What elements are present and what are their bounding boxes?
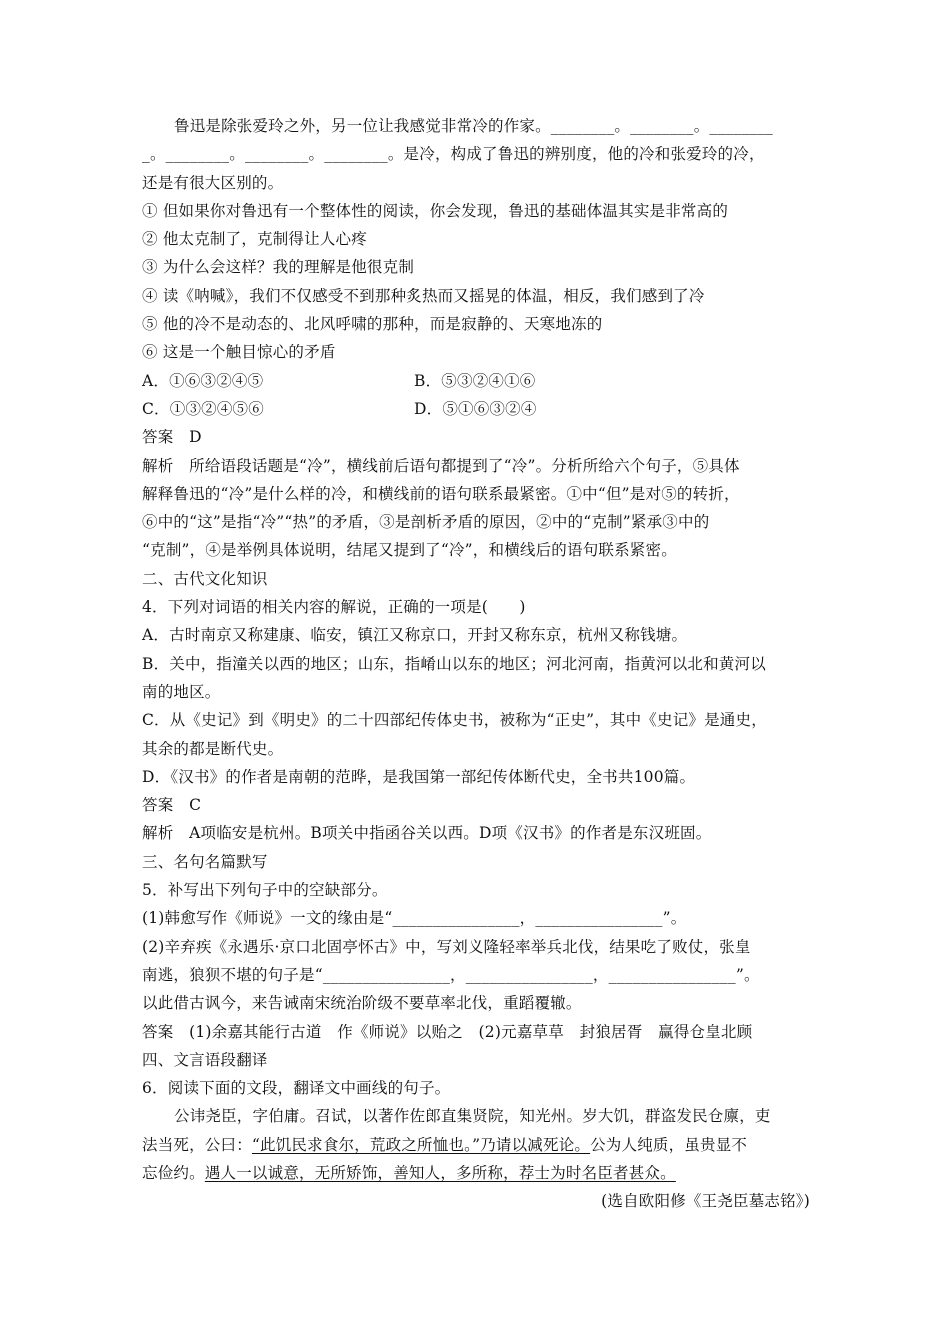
fill-blank-line: (1)韩愈写作《师说》一文的缘由是“________________，________________”。 bbox=[142, 909, 687, 928]
choice-line: B．关中，指潼关以西的地区；山东，指崤山以东的地区；河北河南，指黄河以北和黄河以 bbox=[142, 654, 766, 673]
section-heading: 三、名句名篇默写 bbox=[142, 852, 268, 871]
section-heading: 四、文言语段翻译 bbox=[142, 1050, 268, 1069]
choice-line: C．从《史记》到《明史》的二十四部纪传体史书，被称为“正史”，其中《史记》是通史， bbox=[142, 711, 767, 730]
fill-blank-line: 以此借古讽今，来告诫南宋统治阶级不要草率北伐，重蹈覆辙。 bbox=[142, 994, 582, 1013]
classical-passage-line: 公讳尧臣，字伯庸。召试，以著作佐郎直集贤院，知光州。岁大饥，群盗发民仓廪，吏 bbox=[174, 1107, 771, 1126]
sentence-item: ⑥ 这是一个触目惊心的矛盾 bbox=[142, 343, 336, 362]
option-c: C．①③②④⑤⑥ bbox=[142, 399, 264, 418]
answer-line: 答案 D bbox=[142, 428, 202, 447]
options-row bbox=[142, 395, 812, 423]
analysis-line: 解析 所给语段话题是“冷”，横线前后语句都提到了“冷”。分析所给六个句子，⑤具体 bbox=[142, 456, 740, 475]
underlined-sentence: 遇人一以诚意，无所矫饰，善知人，多所称，荐士为时名臣者甚众。 bbox=[204, 1163, 676, 1182]
classical-passage-line bbox=[142, 1131, 812, 1159]
answer-line: 答案 (1)余嘉其能行古道 作《师说》以贻之 (2)元嘉草草 封狼居胥 赢得仓皇北顾 bbox=[142, 1022, 753, 1041]
choice-line: A．古时南京又称建康、临安，镇江又称京口，开封又称东京，杭州又称钱塘。 bbox=[142, 626, 688, 645]
options-row bbox=[142, 367, 812, 395]
choice-line: D．《汉书》的作者是南朝的范晔，是我国第一部纪传体断代史，全书共100篇。 bbox=[142, 767, 696, 786]
passage-text: 法当死，公曰： bbox=[142, 1135, 252, 1154]
question-stem: 6．阅读下面的文段，翻译文中画线的句子。 bbox=[142, 1079, 451, 1098]
fill-blank-line: (2)辛弃疾《永遇乐·京口北固亭怀古》中，写刘义隆轻率举兵北伐，结果吃了败仗，张皇 bbox=[142, 937, 751, 956]
source-citation: (选自欧阳修《王尧臣墓志铭》) bbox=[601, 1192, 810, 1211]
sentence-item: ④ 读《呐喊》，我们不仅感受不到那种炙热而又摇晃的体温，相反，我们感到了冷 bbox=[142, 286, 705, 305]
classical-passage-line bbox=[142, 1159, 812, 1187]
sentence-item: ⑤ 他的冷不是动态的、北风呼啸的那种，而是寂静的、天寒地冻的 bbox=[142, 315, 603, 334]
analysis-line: “克制”，④是举例具体说明，结尾又提到了“冷”，和横线后的语句联系紧密。 bbox=[142, 541, 677, 560]
sentence-item: ② 他太克制了，克制得让人心疼 bbox=[142, 230, 367, 249]
analysis-line: 解析 A项临安是杭州。B项关中指函谷关以西。D项《汉书》的作者是东汉班固。 bbox=[142, 824, 712, 843]
option-a: A．①⑥③②④⑤ bbox=[142, 371, 264, 390]
section-heading: 二、古代文化知识 bbox=[142, 569, 268, 588]
choice-line: 南的地区。 bbox=[142, 682, 221, 701]
choice-line: 其余的都是断代史。 bbox=[142, 739, 284, 758]
option-d: D．⑤①⑥③②④ bbox=[414, 399, 537, 418]
passage-text: 忘俭约。 bbox=[142, 1163, 205, 1182]
sentence-item: ③ 为什么会这样？我的理解是他很克制 bbox=[142, 258, 415, 277]
analysis-line: ⑥中的“这”是指“冷”“热”的矛盾，③是剖析矛盾的原因，②中的“克制”紧承③中的 bbox=[142, 513, 710, 532]
passage-line: 还是有很大区别的。 bbox=[142, 173, 284, 192]
passage-line: 鲁迅是除张爱玲之外，另一位让我感觉非常冷的作家。________。________。________ bbox=[174, 117, 774, 135]
option-b: B．⑤③②④①⑥ bbox=[414, 371, 536, 390]
sentence-item: ① 但如果你对鲁迅有一个整体性的阅读，你会发现，鲁迅的基础体温其实是非常高的 bbox=[142, 201, 729, 220]
answer-line: 答案 C bbox=[142, 796, 202, 815]
underlined-sentence: “此饥民求食尔，荒政之所恤也。”乃请以减死论。 bbox=[251, 1135, 591, 1154]
fill-blank-line: 南逃，狼狈不堪的句子是“________________，________________，________________”。 bbox=[142, 965, 760, 984]
passage-line: _。________。________。________。是冷，构成了鲁迅的辨别度，他的冷和张爱玲的冷， bbox=[142, 145, 765, 164]
question-stem: 4．下列对词语的相关内容的解说，正确的一项是( ) bbox=[142, 598, 526, 617]
analysis-line: 解释鲁迅的“冷”是什么样的冷，和横线前的语句联系最紧密。①中“但”是对⑤的转折， bbox=[142, 484, 740, 503]
passage-text: 公为人纯质，虽贵显不 bbox=[590, 1135, 748, 1154]
question-stem: 5．补写出下列句子中的空缺部分。 bbox=[142, 881, 388, 900]
